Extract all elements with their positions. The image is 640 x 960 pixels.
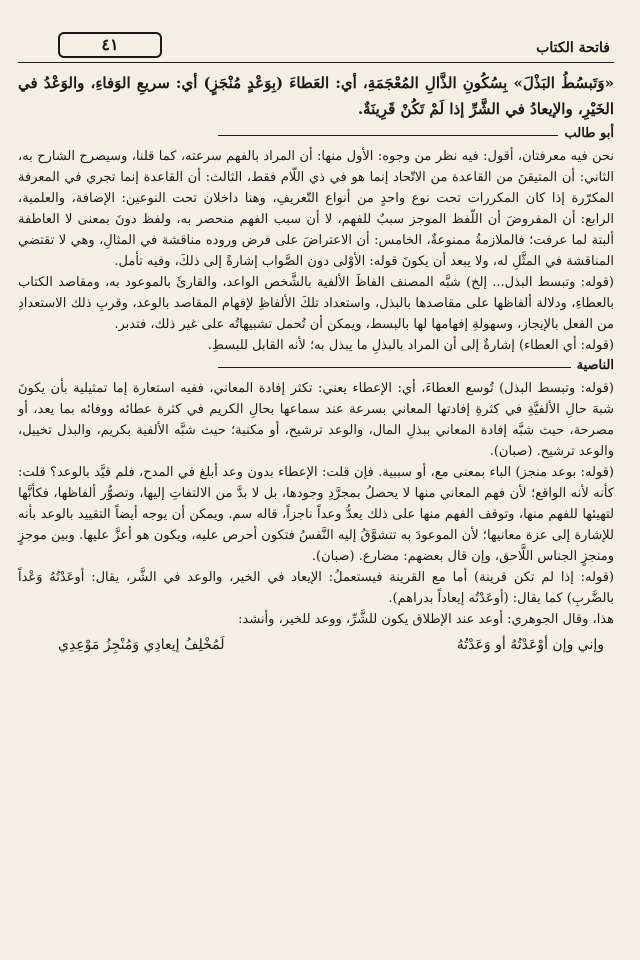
section-rule [218,135,614,136]
commentary-paragraph: هذا، وقال الجوهري: أوعد عند الإطلاق يكون للشَّرِّ، ووعد للخير، وأنشد: [238,612,614,627]
section-label: الناصية [571,358,614,373]
commentary-paragraph: (قوله: وتبسط البذل... إلخ) شبَّه المصنف الفاظَ الألفية بالشَّخص الواعد، والقارئَ بالموعود به، ومقاصد الكتاب بالعطاءِ، ودلالة ألفاظها على مقاصدها بالبذل، واستعداد تلكَ الألفاظِ لإفهام المقاصد بالوعد، وقربِ ذلك الاستعدادِ من الفعل بالإيجاز، وسهولةِ إفهامها لها بالبسط، ويمكن أن تُحمل تشبيهاتُه على غير ذلك، فتدبر. [18,275,614,332]
page-header [18,22,614,62]
verse-left-hemistich: لَمُخْلِفُ إيعادِي وَمُنْجِزُ مَوْعِدِي [58,637,225,653]
section-label: أبو طالب [558,126,614,141]
section-title-abu-talib [18,126,614,144]
verse-right-hemistich: وإني وإن أوْعَدْتُهُ أو وَعَدْتُهُ [456,637,604,653]
commentary-paragraph: (قوله: أي العطاء) إشارةٌ إلى أن المراد بالبذلِ ما يبذل به؛ لأنه القابل للبسطِ. [207,338,614,353]
matn-text: «وَتَبسُطُ البَذْلَ» بِسُكُونِ الذَّالِ المُعْجَمَةِ، أي: العَطاءَ (بِوَعْدٍ مُنْجَزٍ) أي: سريعِ الوَفاءِ، والوَعْدُ في الخَيْرِ، والإيعادُ في الشَّرِّ إذا لَمْ تَكُنْ قَرِينَةٌ. [18,74,614,118]
header-rule [18,62,614,63]
commentary-paragraph: (قوله: وتبسط البذل) تُوسع العطاءَ، أي: الإعطاء يعني: تكثر إفادة المعاني، ففيه استعارة إما تمثيلية بأن يكونَ شبهَ حالِ الألفيَّةِ في كثرةِ إفادتها المعاني بسرعة عند سماعها بحالِ الكريم في كثرة عطائه ووفائه بما يعد، أو مصرحة، حيث شبَّه إفادة المعاني ببذلِ المال، والوعد ترشيح، أو مكنية؛ حيث شبَّه الألفية بكريم، والبذل تخييل، والوعد ترشيح. (صبان). [18,381,614,459]
running-title: فاتحة الكتاب [536,40,610,56]
commentary-paragraph: (قوله: إذا لم تكن قرينة) أما مع القرينة فيستعملُ: الإيعاد في الخير، والوعد في الشَّر، يقال: أوعَدْتُهُ وَعْداً بالضَّربِ) كما يقال: (أوعَدْتُه إيعاداً بدراهم). [18,570,614,606]
section-title-nasiya [18,358,614,376]
commentary-paragraph: (قوله: بوعد منجز) الباء بمعنى مع، أو سببية. فإن قلت: الإعطاء بدون وعد أبلغ في المدح، فلم قيَّد بالوعد؟ قلت: كأنه لأنه الواقع؛ لأن فهم المعاني منها لا يحصلُ بمجرَّدِ وجودها، بل لا بدَّ من الالتفاتِ إليها، وتصوُّر ألفاظها، فكأنَّها لتهيئها للفهم منها، وتوقف الفهم منها على ذلك يعدُّ وعداً ناجزاً، قاله سم. ويمكن أن يوجه أيضاً التقييد بالوعد بأنه للإشارة إلى عزة معانيها؛ لأن الموعودَ به تتشوَّقُ إليه النَّفسُ فتكون أحرص عليه، ويكون هو أعزَّ عليها. وبين موجزٍ ومنجزٍ الجناس اللَّاحق، وإن قال بعضهم: مضارع. (صبان). [18,465,614,564]
section-rule [218,367,614,368]
poetry-verse [18,634,614,656]
commentary-paragraph: نحن فيه معرفتان، أقول: فيه نظر من وجوه: الأول منها: أن المراد بالفهم سرعته، كما قلنا، وسيصرح الشارح به، الثاني: أن المتيقنَ من القاعدة من الاتّحاد إنما هو في ذي اللّام فقط، الثالث: أن القاعدة إنما تجري في المعرفة المكرّرة إذا كان المكررات تحت نوع واحدٍ من أنواع التّعريفِ، وهنا داخلان تحت النوعين: الإضافة، والعلمية، الرابع: أن المفروضَ أن اللّفظ الموجز سببٌ للفهم، لا أن سبب الفهم منحصر به، ولفظ دونَ بمعنى لا العاطفة ألبتة لما عرفت؛ فالملازمةُ ممنوعةٌ، الخامس: أن الاعتراضَ على فرض وروده مناقشة في المثالِ، وهي لا تقتضي المناقشة في المثَّلِ له، ولا يبعد أن يكونَ قوله: الأوْلى دون الصَّواب إشارةً إلى ذلكَ، وفيه تأمل. [18,149,614,269]
page-number: ٤١ [58,32,162,58]
